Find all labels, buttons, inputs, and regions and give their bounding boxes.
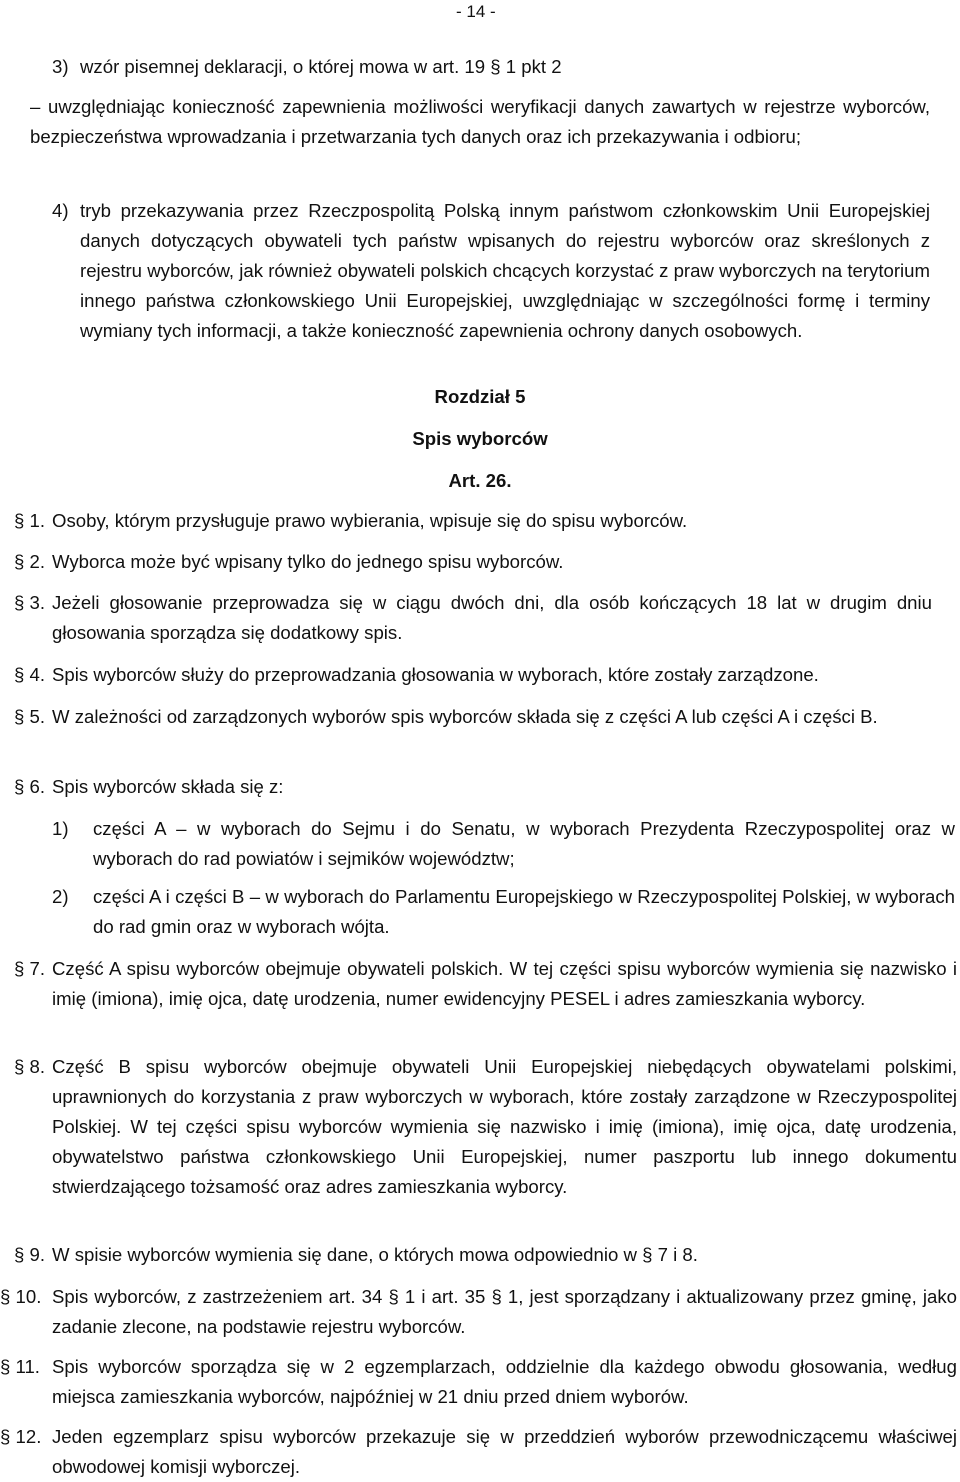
item-3-text: wzór pisemnej deklaracji, o której mowa w art. 19 § 1 pkt 2 xyxy=(80,56,562,77)
paragraph-3-text: Jeżeli głosowanie przeprowadza się w ciągu dwóch dni, dla osób kończących 18 lat w drugim dniu głosowania sporządza się dodatkowy spis. xyxy=(52,592,932,643)
sub-item-1-text: części A – w wyborach do Sejmu i do Senatu, w wyborach Prezydenta Rzeczypospolitej oraz w wyborach do rad powiatów i sejmików województw; xyxy=(93,818,955,869)
clause-intro: – uwzględniając konieczność zapewnienia możliwości weryfikacji danych zawartych w rejestrze wyborców, bezpieczeństwa wprowadzania i przetwarzania tych danych oraz ich przekazywania i odbioru; xyxy=(30,96,930,147)
paragraph-3-label: § 3. xyxy=(14,592,46,613)
chapter-heading: Rozdział 5 xyxy=(434,386,526,407)
paragraph-11-text: Spis wyborców sporządza się w 2 egzemplarzach, oddzielnie dla każdego obwodu głosowania, według miejsca zamieszkania wyborców, najpóźniej w 21 dniu przed dniem wyborów. xyxy=(52,1356,957,1407)
paragraph-12-label: § 12. xyxy=(0,1426,42,1447)
sub-item-1-label: 1) xyxy=(52,818,69,839)
paragraph-8-label: § 8. xyxy=(14,1056,46,1077)
paragraph-9-label: § 9. xyxy=(14,1244,46,1265)
paragraph-2-label: § 2. xyxy=(14,551,46,572)
paragraph-6-text: Spis wyborców składa się z: xyxy=(52,776,284,797)
paragraph-11-label: § 11. xyxy=(0,1356,40,1377)
page-number: - 14 - xyxy=(456,2,496,21)
paragraph-4-text: Spis wyborców służy do przeprowadzania głosowania w wyborach, które zostały zarządzone. xyxy=(52,664,819,685)
paragraph-1-label: § 1. xyxy=(14,510,46,531)
paragraph-7-label: § 7. xyxy=(14,958,46,979)
sub-item-2-text: części A i części B – w wyborach do Parlamentu Europejskiego w Rzeczypospolitej Polskiej, w wyborach do rad gmin oraz w wyborach wójta. xyxy=(93,886,955,937)
item-3-label: 3) xyxy=(52,56,69,77)
paragraph-5-text: W zależności od zarządzonych wyborów spis wyborców składa się z części A lub części A i części B. xyxy=(52,706,878,727)
paragraph-10-text: Spis wyborców, z zastrzeżeniem art. 34 § 1 i art. 35 § 1, jest sporządzany i aktualizowany przez gminę, jako zadanie zlecone, na podstawie rejestru wyborców. xyxy=(52,1286,957,1337)
sub-item-2-label: 2) xyxy=(52,886,69,907)
paragraph-8-text: Część B spisu wyborców obejmuje obywateli Unii Europejskiej niebędących obywatelami polskimi, uprawnionych do korzystania z praw wyborczych w wyborach, które zostały zarządzone w Rzeczypospolitej Polskiej. W tej części spisu wyborców wymienia się nazwisko i imię (imiona), imię ojca, datę urodzenia, obywatelstwo państwa członkowskiego Unii Europejskiej, numer paszportu lub innego dokumentu stwierdzającego tożsamość oraz adres zamieszkania wyborcy. xyxy=(52,1056,957,1197)
article-heading: Art. 26. xyxy=(448,470,512,491)
paragraph-1-text: Osoby, którym przysługuje prawo wybierania, wpisuje się do spisu wyborców. xyxy=(52,510,688,531)
item-4-label: 4) xyxy=(52,200,69,221)
paragraph-9-text: W spisie wyborców wymienia się dane, o których mowa odpowiednio w § 7 i 8. xyxy=(52,1244,698,1265)
paragraph-2-text: Wyborca może być wpisany tylko do jednego spisu wyborców. xyxy=(52,551,564,572)
chapter-title: Spis wyborców xyxy=(412,428,548,449)
paragraph-6-label: § 6. xyxy=(14,776,46,797)
paragraph-12-text: Jeden egzemplarz spisu wyborców przekazuje się w przeddzień wyborów przewodniczącemu właściwej obwodowej komisji wyborczej. xyxy=(52,1426,957,1477)
paragraph-4-label: § 4. xyxy=(14,664,46,685)
paragraph-5-label: § 5. xyxy=(14,706,46,727)
paragraph-10-label: § 10. xyxy=(0,1286,42,1307)
item-4-text: tryb przekazywania przez Rzeczpospolitą Polską innym państwom członkowskim Unii Europejskiej danych dotyczących obywateli tych państw wpisanych do rejestru wyborców oraz skreślonych z rejestru wyborców, jak również obywateli polskich chcących korzystać z praw wyborczych na terytorium innego państwa członkowskiego Unii Europejskiej, uwzględniając w szczególności formę i terminy wymiany tych informacji, a także konieczność zapewnienia ochrony danych osobowych. xyxy=(80,200,930,341)
paragraph-7-text: Część A spisu wyborców obejmuje obywateli polskich. W tej części spisu wyborców wymienia się nazwisko i imię (imiona), imię ojca, datę urodzenia, numer ewidencyjny PESEL i adres zamieszkania wyborcy. xyxy=(52,958,957,1009)
